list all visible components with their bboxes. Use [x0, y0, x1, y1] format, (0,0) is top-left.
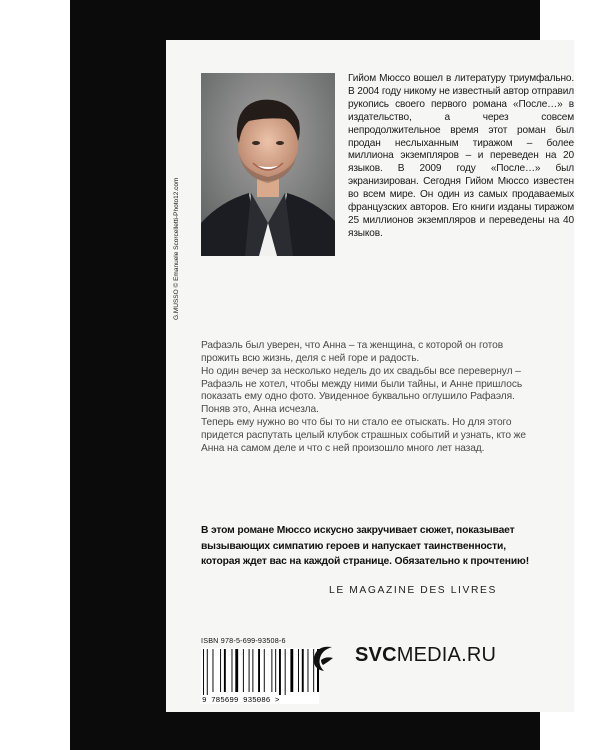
blurb-paragraph: Теперь ему нужно во что бы то ни стало ее отыскать. Но для этого придется распутать целый клубок страшных событий и узнать, кто же Анна на самом деле и что с ней произошло много лет назад. [201, 417, 526, 454]
book-blurb [201, 340, 537, 456]
author-bio: Гийом Мюссо вошел в литературу триумфально. В 2004 году никому не известный автор отправил рукопись своего первого романа «После…» в издательство, а через совсем непродолжительное время этот роман был продан неслыханным тиражом – более миллиона экземпляров – и переведен на 20 языков. В 2009 году «После…» был экранизирован. Сегодня Гийом Мюссо известен во всем мире. Он один из самых продаваемых французских авторов. Его книги изданы тиражом 25 миллионов экземпляров и переведены на 40 языков. [348, 73, 574, 239]
review-source: LE MAGAZINE DES LIVRES [329, 585, 497, 596]
publisher-logo [355, 644, 496, 667]
blurb-paragraph: Но один вечер за несколько недель до их свадьбы все перевернул – Рафаэль не хотел, чтобы между ними были тайны, и Анне пришлось показать ему одно фото. Увиденное буквально оглушило Рафаэля. Поняв это, Анна исчезла. [201, 365, 523, 416]
eksmo-logo-icon [311, 643, 335, 673]
isbn-number: ISBN 978-5-699-93508-6 [201, 636, 286, 645]
logo-svc: SVC [355, 644, 397, 666]
photo-credit: G.MUSSO © Emanuele Scorcelletti-Photo12.com [173, 177, 180, 320]
press-review: В этом романе Мюссо искусно закручивает сюжет, показывает вызывающих симпатию героев и напускает таинственности, которая ждет вас на каждой странице. Обязательно к прочтению! [201, 525, 529, 568]
logo-media: MEDIA.RU [396, 644, 497, 666]
author-photo [201, 73, 335, 256]
barcode-digits: 9 785699 935086 > [202, 697, 280, 704]
book-cover-frame [70, 0, 574, 750]
isbn-barcode [201, 648, 319, 704]
back-cover [166, 40, 574, 712]
blurb-paragraph: Рафаэль был уверен, что Анна – та женщина, с которой он готов прожить всю жизнь, деля с ней горе и радость. [201, 340, 504, 364]
